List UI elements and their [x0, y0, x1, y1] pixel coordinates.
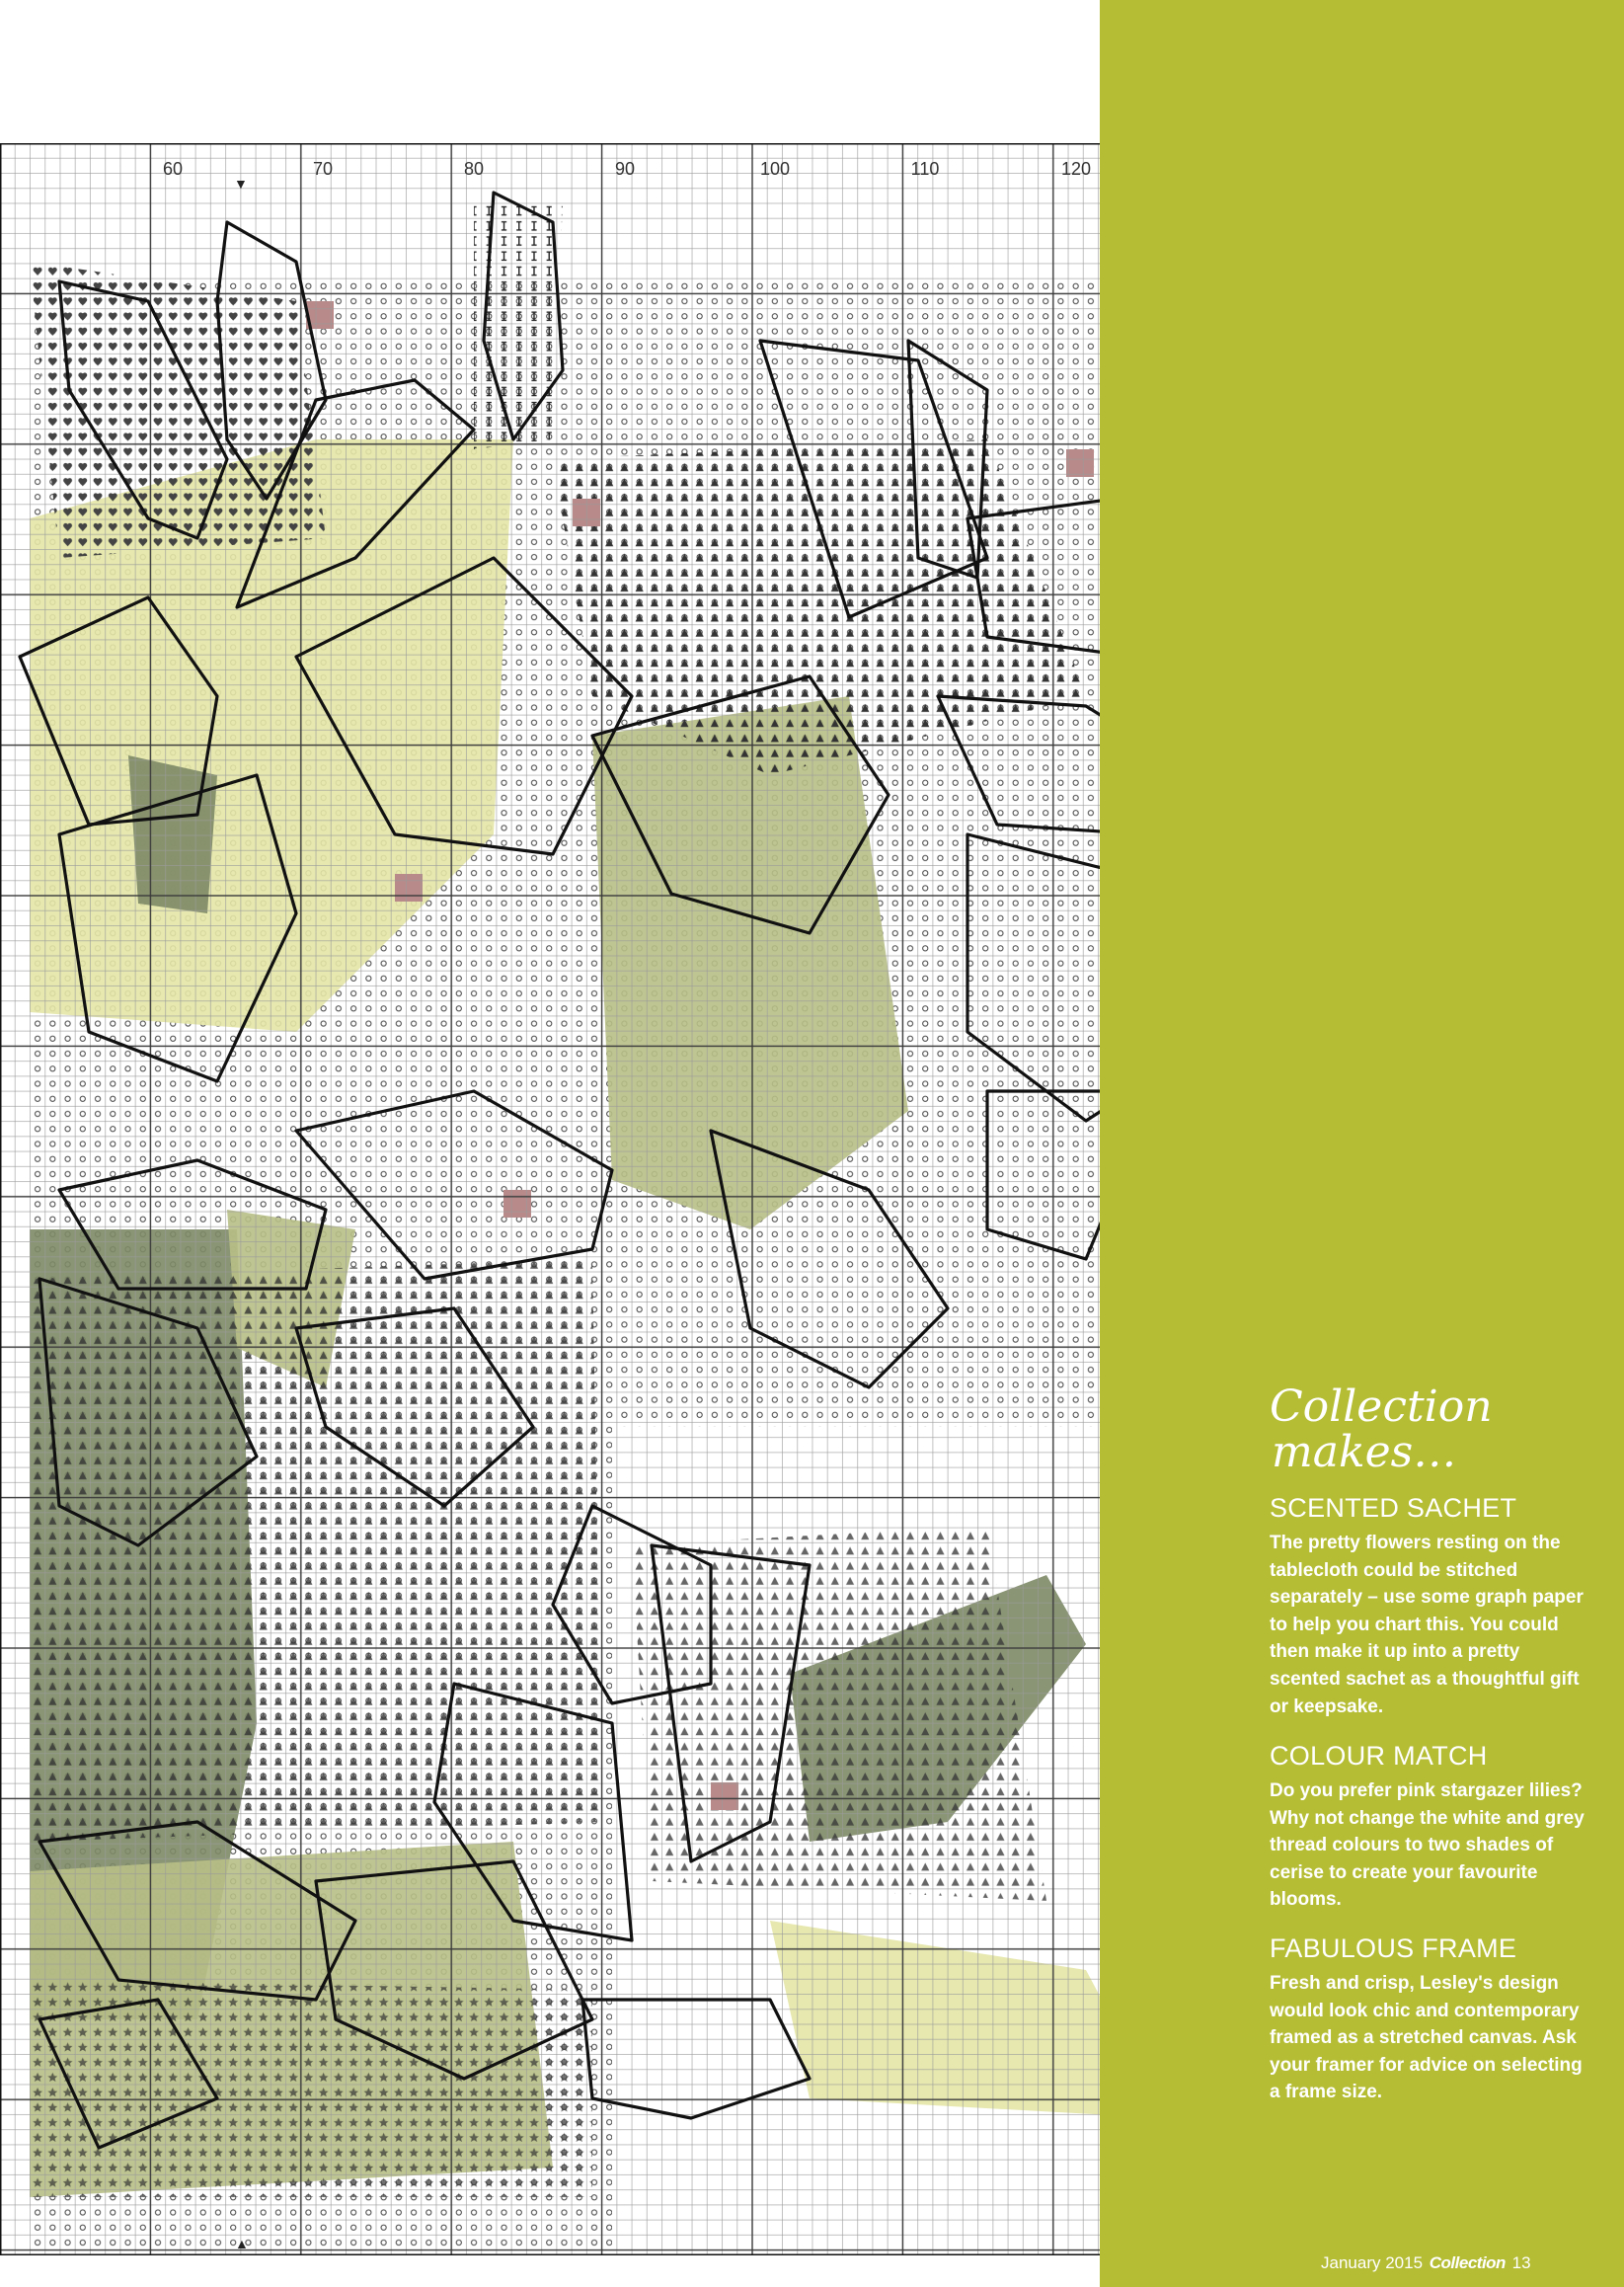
column-label-90: 90 — [614, 159, 636, 179]
section-scented-sachet — [1270, 1493, 1595, 1720]
column-label-100: 100 — [759, 159, 791, 179]
footer-page-number: 13 — [1511, 2253, 1531, 2272]
section-body: Fresh and crisp, Lesley's design would look chic and contemporary framed as a stretched canvas. Ask your framer for advice on selecting a frame size. — [1270, 1973, 1583, 2103]
center-arrow-top-icon: ▼ — [234, 176, 248, 192]
section-colour-match — [1270, 1741, 1595, 1914]
section-body: The pretty flowers resting on the tablecloth could be stitched separately – use some graph paper to help you chart this. You could then make it up into a pretty scented sachet as a thoughtful gift or keepsake. — [1270, 1533, 1584, 1717]
chart-grid-svg — [0, 143, 1242, 2255]
column-label-70: 70 — [312, 159, 334, 179]
footer-date: January 2015 — [1321, 2253, 1424, 2272]
sidebar-panel — [1100, 0, 1624, 2287]
heading-line-1: Collection — [1270, 1381, 1493, 1432]
section-title: FABULOUS FRAME — [1270, 1933, 1517, 1963]
section-title: SCENTED SACHET — [1270, 1493, 1517, 1523]
cross-stitch-chart — [0, 143, 1242, 2255]
footer-brand-logo: Collection — [1429, 2253, 1506, 2272]
heading-line-2: makes… — [1272, 1427, 1457, 1477]
sidebar-heading — [1270, 1381, 1493, 1477]
column-label-60: 60 — [162, 159, 184, 179]
column-label-80: 80 — [463, 159, 485, 179]
section-body: Do you prefer pink stargazer lilies? Why not change the white and grey thread colours to two shades of cerise to create your favourite blooms. — [1270, 1780, 1585, 1911]
page-footer — [1321, 2253, 1531, 2273]
section-fabulous-frame — [1270, 1933, 1595, 2106]
column-label-120: 120 — [1060, 159, 1092, 179]
section-title: COLOUR MATCH — [1270, 1741, 1488, 1771]
center-arrow-bottom-icon: ▲ — [235, 2236, 249, 2251]
column-label-110: 110 — [910, 159, 940, 179]
